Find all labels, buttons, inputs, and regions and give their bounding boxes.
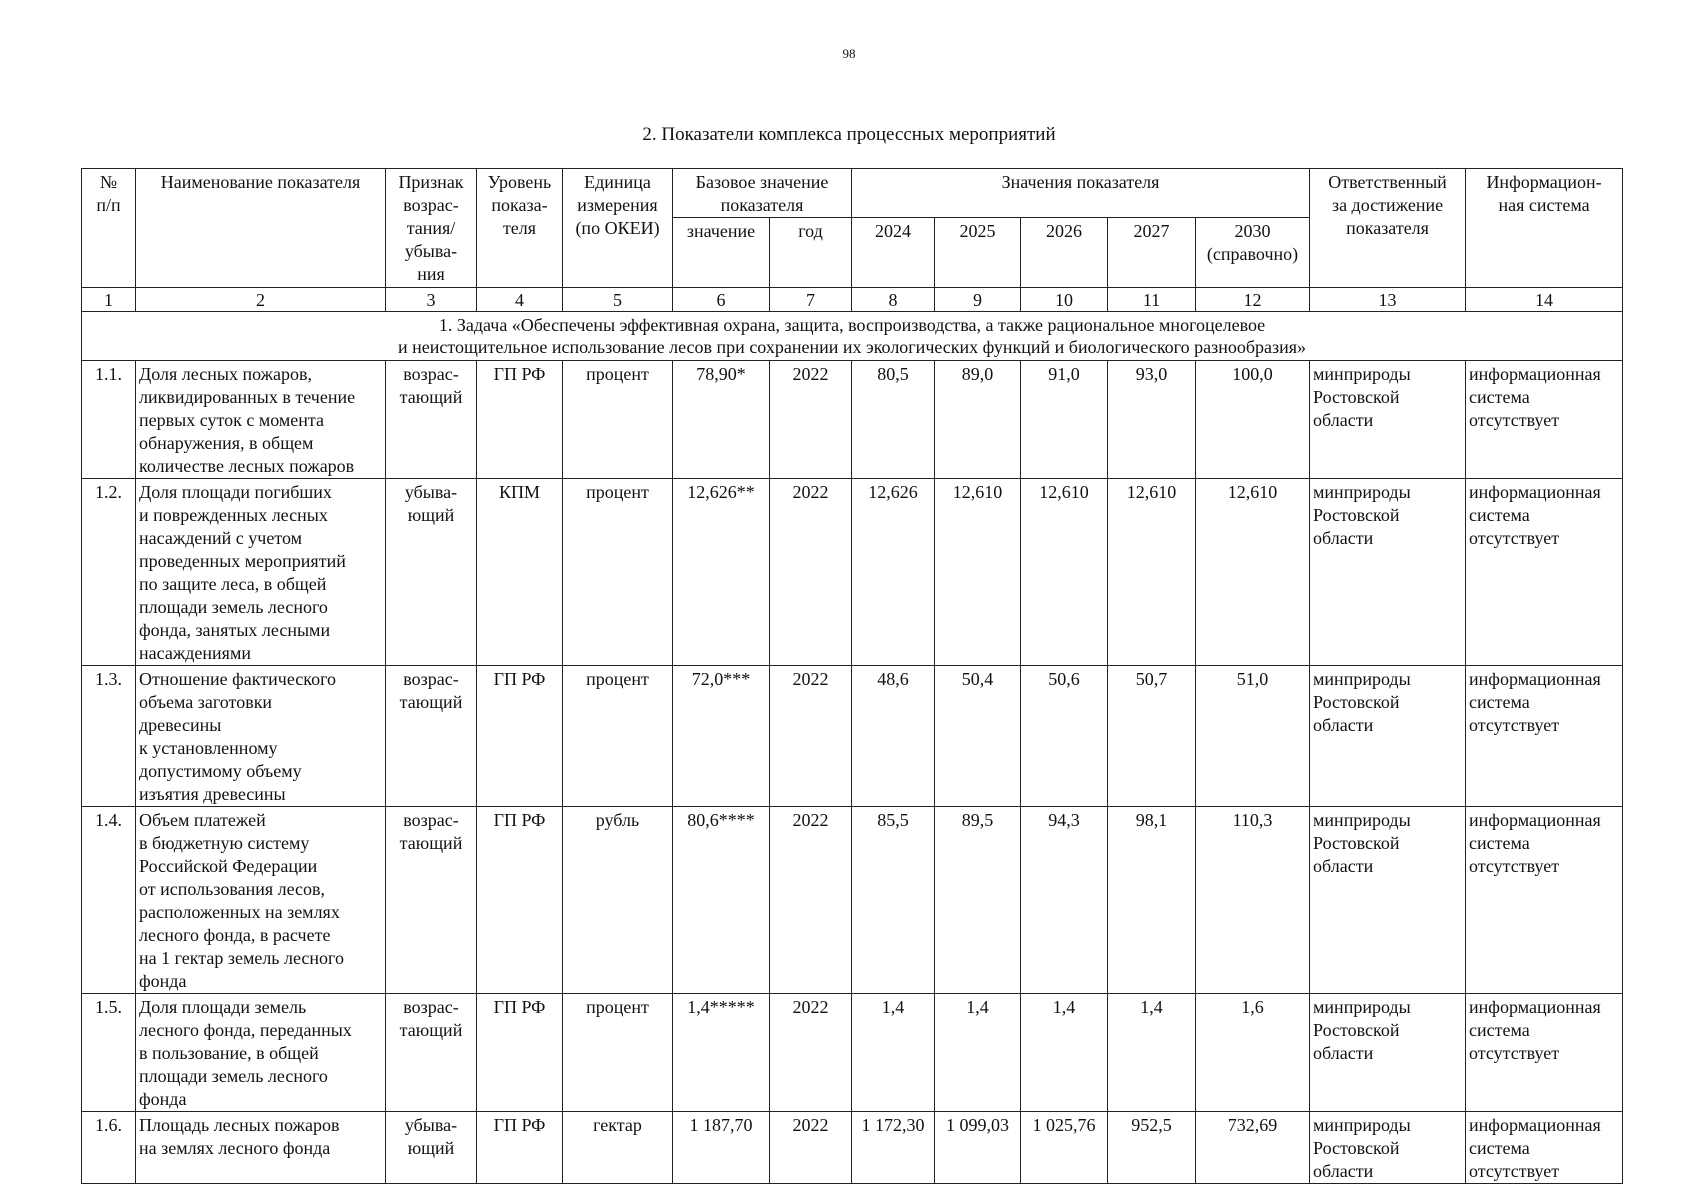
info-system: информационная система отсутствует	[1466, 1112, 1623, 1184]
responsible: минприроды Ростовской области	[1310, 994, 1466, 1112]
value-2024: 80,5	[852, 361, 935, 479]
base-year: 2022	[770, 666, 852, 807]
indicator-unit: процент	[563, 666, 673, 807]
row-num: 1.5.	[82, 994, 136, 1112]
header-level: Уровень показа- теля	[477, 169, 563, 288]
value-2026: 1,4	[1021, 994, 1108, 1112]
header-year-2030: 2030 (справочно)	[1196, 218, 1310, 288]
header-base-value: значение	[673, 218, 770, 288]
value-2026: 91,0	[1021, 361, 1108, 479]
row-num: 1.2.	[82, 479, 136, 666]
indicator-name: Площадь лесных пожаров на землях лесного фонда	[136, 1112, 386, 1184]
indicator-sign: убыва- ющий	[386, 479, 477, 666]
value-2025: 89,5	[935, 807, 1021, 994]
header-unit: Единица измерения (по ОКЕИ)	[563, 169, 673, 288]
value-2030: 100,0	[1196, 361, 1310, 479]
indicator-name: Доля площади погибших и поврежденных лесных насаждений с учетом проведенных мероприятий по защите леса, в общей площади земель лесного фонда, занятых лесными насаждениями	[136, 479, 386, 666]
value-2027: 93,0	[1108, 361, 1196, 479]
row-num: 1.4.	[82, 807, 136, 994]
indicator-name: Доля площади земель лесного фонда, переданных в пользование, в общей площади земель лесного фонда	[136, 994, 386, 1112]
base-value: 1,4*****	[673, 994, 770, 1112]
indicator-sign: возрас- тающий	[386, 666, 477, 807]
value-2026: 94,3	[1021, 807, 1108, 994]
task-title: 1. Задача «Обеспечены эффективная охрана, защита, воспроизводства, а также рациональное многоцелевое и неистощительное использование лесов при сохранении их экологических функций и биологического разнообразия»	[82, 312, 1623, 361]
value-2024: 1 172,30	[852, 1112, 935, 1184]
base-year: 2022	[770, 807, 852, 994]
header-year-2024: 2024	[852, 218, 935, 288]
value-2030: 1,6	[1196, 994, 1310, 1112]
header-year-2025: 2025	[935, 218, 1021, 288]
indicator-name: Отношение фактического объема заготовки древесины к установленному допустимому объему изъятия древесины	[136, 666, 386, 807]
header-responsible: Ответственный за достижение показателя	[1310, 169, 1466, 288]
column-number: 11	[1108, 288, 1196, 312]
indicator-unit: процент	[563, 994, 673, 1112]
indicator-level: ГП РФ	[477, 807, 563, 994]
value-2030: 51,0	[1196, 666, 1310, 807]
header-year-2026: 2026	[1021, 218, 1108, 288]
page-number: 98	[842, 46, 856, 61]
header-year-2027: 2027	[1108, 218, 1196, 288]
value-2025: 50,4	[935, 666, 1021, 807]
indicator-sign: убыва- ющий	[386, 1112, 477, 1184]
base-value: 72,0***	[673, 666, 770, 807]
info-system: информационная система отсутствует	[1466, 479, 1623, 666]
value-2027: 1,4	[1108, 994, 1196, 1112]
info-system: информационная система отсутствует	[1466, 666, 1623, 807]
base-value: 80,6****	[673, 807, 770, 994]
responsible: минприроды Ростовской области	[1310, 479, 1466, 666]
row-num: 1.1.	[82, 361, 136, 479]
base-year: 2022	[770, 361, 852, 479]
header-values: Значения показателя	[852, 169, 1310, 218]
column-number: 10	[1021, 288, 1108, 312]
column-numbers-row	[82, 288, 1623, 312]
indicator-level: ГП РФ	[477, 1112, 563, 1184]
header-base: Базовое значение показателя	[673, 169, 852, 218]
value-2027: 98,1	[1108, 807, 1196, 994]
header-sign: Признак возрас- тания/ убыва- ния	[386, 169, 477, 288]
column-number: 1	[82, 288, 136, 312]
column-number: 7	[770, 288, 852, 312]
column-number: 6	[673, 288, 770, 312]
indicator-level: ГП РФ	[477, 361, 563, 479]
indicator-level: ГП РФ	[477, 666, 563, 807]
base-value: 78,90*	[673, 361, 770, 479]
responsible: минприроды Ростовской области	[1310, 1112, 1466, 1184]
table-row	[82, 807, 1623, 994]
indicators-table	[81, 168, 1623, 1184]
value-2030: 110,3	[1196, 807, 1310, 994]
table-row	[82, 1112, 1623, 1184]
indicator-name: Доля лесных пожаров, ликвидированных в течение первых суток с момента обнаружения, в общем количестве лесных пожаров	[136, 361, 386, 479]
indicator-unit: процент	[563, 361, 673, 479]
value-2025: 12,610	[935, 479, 1021, 666]
value-2024: 12,626	[852, 479, 935, 666]
table-row	[82, 479, 1623, 666]
value-2027: 12,610	[1108, 479, 1196, 666]
value-2030: 732,69	[1196, 1112, 1310, 1184]
value-2026: 1 025,76	[1021, 1112, 1108, 1184]
column-number: 3	[386, 288, 477, 312]
indicator-unit: гектар	[563, 1112, 673, 1184]
section-title: 2. Показатели комплекса процессных мероприятий	[642, 124, 1056, 145]
header-base-year: год	[770, 218, 852, 288]
value-2025: 1,4	[935, 994, 1021, 1112]
table-row	[82, 994, 1623, 1112]
column-number: 5	[563, 288, 673, 312]
column-number: 9	[935, 288, 1021, 312]
responsible: минприроды Ростовской области	[1310, 666, 1466, 807]
column-number: 12	[1196, 288, 1310, 312]
value-2026: 12,610	[1021, 479, 1108, 666]
indicator-sign: возрас- тающий	[386, 361, 477, 479]
indicator-level: ГП РФ	[477, 994, 563, 1112]
base-year: 2022	[770, 479, 852, 666]
indicator-name: Объем платежей в бюджетную систему Российской Федерации от использования лесов, расположенных на землях лесного фонда, в расчете на 1 гектар земель лесного фонда	[136, 807, 386, 994]
info-system: информационная система отсутствует	[1466, 361, 1623, 479]
value-2024: 1,4	[852, 994, 935, 1112]
header-num: № п/п	[82, 169, 136, 288]
value-2024: 48,6	[852, 666, 935, 807]
responsible: минприроды Ростовской области	[1310, 361, 1466, 479]
header-row-1	[82, 169, 1623, 218]
column-number: 4	[477, 288, 563, 312]
value-2025: 1 099,03	[935, 1112, 1021, 1184]
indicator-unit: рубль	[563, 807, 673, 994]
header-infosys: Информацион- ная система	[1466, 169, 1623, 288]
info-system: информационная система отсутствует	[1466, 994, 1623, 1112]
value-2026: 50,6	[1021, 666, 1108, 807]
indicator-level: КПМ	[477, 479, 563, 666]
column-number: 2	[136, 288, 386, 312]
value-2025: 89,0	[935, 361, 1021, 479]
task-row	[82, 312, 1623, 361]
value-2030: 12,610	[1196, 479, 1310, 666]
table-row	[82, 361, 1623, 479]
base-year: 2022	[770, 1112, 852, 1184]
row-num: 1.6.	[82, 1112, 136, 1184]
base-year: 2022	[770, 994, 852, 1112]
responsible: минприроды Ростовской области	[1310, 807, 1466, 994]
column-number: 14	[1466, 288, 1623, 312]
column-number: 8	[852, 288, 935, 312]
row-num: 1.3.	[82, 666, 136, 807]
value-2024: 85,5	[852, 807, 935, 994]
value-2027: 50,7	[1108, 666, 1196, 807]
indicator-sign: возрас- тающий	[386, 994, 477, 1112]
indicator-sign: возрас- тающий	[386, 807, 477, 994]
column-number: 13	[1310, 288, 1466, 312]
value-2027: 952,5	[1108, 1112, 1196, 1184]
indicator-unit: процент	[563, 479, 673, 666]
base-value: 12,626**	[673, 479, 770, 666]
table-row	[82, 666, 1623, 807]
info-system: информационная система отсутствует	[1466, 807, 1623, 994]
base-value: 1 187,70	[673, 1112, 770, 1184]
header-name: Наименование показателя	[136, 169, 386, 288]
